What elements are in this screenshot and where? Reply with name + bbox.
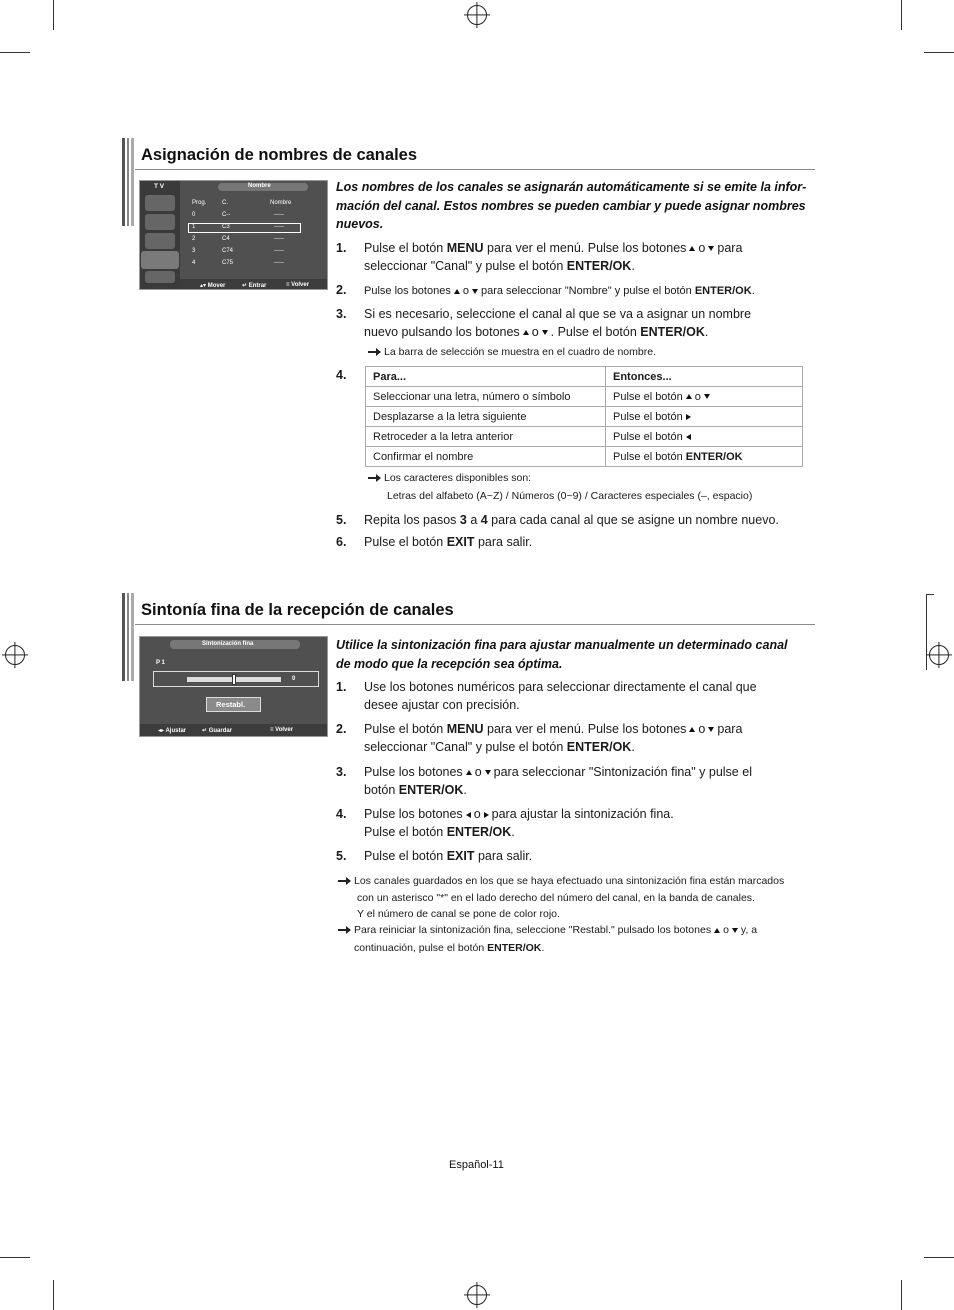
step-line: Pulse los botones o para seleccionar "Sintonización fina" y pulse el [364, 765, 752, 779]
crop-mark [0, 1257, 30, 1258]
step-number: 2. [336, 722, 347, 736]
antenna-icon [145, 195, 175, 211]
table-cell: Desplazarse a la letra siguiente [366, 407, 606, 427]
hint-adjust: ◂▸ Ajustar [158, 728, 187, 734]
section-rule [135, 169, 815, 170]
table-cell: Retroceder a la letra anterior [366, 427, 606, 447]
crop-mark [924, 1257, 954, 1258]
reset-button-label: Restabl. [216, 700, 246, 709]
down-arrow-icon [708, 727, 714, 732]
crop-mark [924, 52, 954, 53]
up-arrow-icon [689, 727, 695, 732]
table-row [366, 387, 803, 407]
step-line: Si es necesario, seleccione el canal al que se va a asignar un nombre [364, 307, 752, 321]
down-arrow-icon [732, 928, 738, 933]
col-prog: Prog. [192, 200, 207, 206]
hint-back: ≡ Volver [270, 727, 294, 733]
table-cell: Seleccionar una letra, número o símbolo [366, 387, 606, 407]
step-number: 4. [336, 807, 347, 821]
step-number: 4. [336, 368, 347, 382]
hint-move: ▴▾ Mover [200, 283, 226, 289]
section-title: Asignación de nombres de canales [141, 146, 418, 164]
note-line: Letras del alfabeto (A~Z) / Números (0~9) / Caracteres especiales (–, espacio) [387, 490, 753, 502]
row-name: ----- [274, 236, 284, 242]
section-rule [135, 624, 815, 625]
step-4 [336, 805, 806, 845]
step-line: desee ajustar con precisión. [364, 698, 520, 712]
up-arrow-icon [686, 394, 692, 399]
step-line: seleccionar "Canal" y pulse el botón ENTER/OK. [364, 740, 635, 754]
step-2 [336, 281, 806, 301]
down-arrow-icon [542, 330, 548, 335]
intro-line: mación del canal. Estos nombres se pueden cambiar y puede asignar nombres [336, 198, 806, 213]
hint-enter: ↵ Entrar [242, 283, 267, 289]
row-channel: C3 [222, 224, 230, 230]
slider-handle[interactable] [232, 674, 236, 685]
crop-mark [0, 52, 30, 53]
right-arrow-icon [484, 812, 489, 818]
registration-mark-icon [467, 5, 487, 25]
row-prog: 0 [192, 212, 196, 218]
note-line: continuación, pulse el botón ENTER/OK. [354, 942, 545, 954]
registration-mark-icon [467, 1285, 487, 1305]
hint-back: ≡ Volver [286, 282, 310, 288]
left-arrow-icon [466, 812, 471, 818]
menu-title: Sintonización fina [202, 641, 254, 647]
step-1 [336, 239, 806, 279]
page-number: Español-11 [449, 1159, 504, 1171]
table-row [366, 407, 803, 427]
step-5 [336, 847, 806, 867]
note: Los caracteres disponibles son: [368, 470, 531, 487]
row-channel: C-- [222, 212, 231, 218]
note-pointer-icon [368, 349, 380, 355]
intro-line: nuevos. [336, 217, 384, 231]
down-arrow-icon [708, 246, 714, 251]
row-name: ----- [274, 212, 284, 218]
tv-screen-name-menu [139, 180, 328, 290]
step-number: 1. [336, 241, 347, 255]
step-line: nuevo pulsando los botones o . Pulse el botón ENTER/OK. [364, 325, 709, 339]
step-line: Pulse los botones o para ajustar la sintonización fina. [364, 807, 674, 821]
step-6 [336, 533, 806, 553]
intro-line: Utilice la sintonización fina para ajustar manualmente un determinado canal [336, 638, 788, 652]
selection-bar [188, 223, 301, 233]
down-arrow-icon [472, 289, 478, 294]
step-number: 6. [336, 535, 347, 549]
table-row [366, 427, 803, 447]
step-number: 5. [336, 513, 347, 527]
note: Los canales guardados en los que se haya efectuado una sintonización fina están marcados [338, 873, 784, 890]
col-channel: C. [222, 200, 228, 206]
step-2 [336, 720, 806, 760]
step-number: 5. [336, 849, 347, 863]
up-arrow-icon [466, 770, 472, 775]
step-line: Pulse el botón ENTER/OK. [364, 825, 515, 839]
down-arrow-icon [485, 770, 491, 775]
note-pointer-icon [368, 475, 380, 481]
step-number: 2. [336, 283, 347, 297]
table-cell: Pulse el botón o [606, 387, 803, 407]
sound-icon [145, 233, 175, 249]
table-header: Entonces... [606, 367, 803, 387]
tv-label: T V [154, 183, 165, 190]
step-number: 3. [336, 765, 347, 779]
right-arrow-icon [686, 414, 691, 420]
step-5 [336, 511, 806, 531]
crop-mark [53, 0, 54, 30]
note-pointer-icon [338, 878, 350, 884]
reference-table [365, 366, 803, 467]
down-arrow-icon [704, 394, 710, 399]
note-line: con un asterisco "*" en el lado derecho del número del canal, en la banda de canales. [357, 892, 755, 904]
table-header: Para... [366, 367, 606, 387]
crop-mark [53, 1280, 54, 1310]
step-line: Pulse el botón MENU para ver el menú. Pulse los botones o para [364, 241, 743, 255]
section-intro [336, 636, 816, 673]
up-arrow-icon [454, 289, 460, 294]
row-channel: C74 [222, 248, 234, 254]
note-line: Y el número de canal se pone de color rojo. [357, 908, 560, 920]
table-row [366, 447, 803, 467]
hint-save: ↵ Guardar [202, 728, 233, 734]
up-arrow-icon [523, 330, 529, 335]
note: Para reiniciar la sintonización fina, seleccione "Restabl." pulsado los botones o y, a [338, 922, 757, 939]
note: La barra de selección se muestra en el cuadro de nombre. [368, 344, 656, 361]
registration-mark-icon [5, 645, 25, 665]
intro-line: de modo que la recepción sea óptima. [336, 656, 563, 671]
row-prog: 4 [192, 260, 196, 266]
col-name: Nombre [270, 200, 292, 206]
step-line: Pulse el botón MENU para ver el menú. Pulse los botones o para [364, 722, 743, 736]
step-number: 1. [336, 680, 347, 694]
row-prog: 2 [192, 236, 196, 242]
note-pointer-icon [338, 927, 350, 933]
step-line: botón ENTER/OK. [364, 783, 467, 797]
section-intro [336, 178, 816, 234]
setup-icon [145, 271, 175, 283]
step-line: Pulse los botones o para seleccionar "Nombre" y pulse el botón ENTER/OK. [364, 285, 755, 297]
step-line: Pulse el botón EXIT para salir. [364, 849, 533, 863]
program-number: P 1 [156, 660, 165, 666]
row-name: ----- [274, 224, 284, 230]
up-arrow-icon [689, 246, 695, 251]
crop-mark [901, 0, 902, 30]
tv-screen-fine-tuning [139, 636, 328, 737]
row-prog: 1 [192, 224, 196, 230]
crop-mark [926, 594, 934, 595]
row-name: ----- [274, 248, 284, 254]
section-bar [122, 138, 134, 226]
crop-mark [901, 1280, 902, 1310]
step-line: seleccionar "Canal" y pulse el botón ENTER/OK. [364, 259, 635, 273]
row-channel: C75 [222, 260, 234, 266]
section-title: Sintonía fina de la recepción de canales [141, 601, 454, 619]
table-cell: Pulse el botón [606, 407, 803, 427]
step-line: Pulse el botón EXIT para salir. [364, 535, 533, 549]
picture-icon [145, 214, 175, 230]
step-line: Repita los pasos 3 a 4 para cada canal al que se asigne un nombre nuevo. [364, 513, 779, 527]
step-3 [336, 763, 806, 803]
step-line: Use los botones numéricos para seleccionar directamente el canal que [364, 680, 757, 694]
left-arrow-icon [686, 434, 691, 440]
row-name: ----- [274, 260, 284, 266]
menu-title: Nombre [248, 183, 271, 189]
table-row [366, 367, 803, 387]
channel-icon [141, 251, 179, 269]
fine-tune-value: 0 [292, 676, 296, 682]
step-number: 3. [336, 307, 347, 321]
intro-line: Los nombres de los canales se asignarán automáticamente si se emite la infor- [336, 180, 807, 194]
table-cell: Pulse el botón ENTER/OK [606, 447, 803, 467]
registration-mark-icon [929, 645, 949, 665]
up-arrow-icon [714, 928, 720, 933]
row-channel: C4 [222, 236, 230, 242]
section-bar [122, 593, 134, 681]
row-prog: 3 [192, 248, 196, 254]
table-cell: Pulse el botón [606, 427, 803, 447]
step-1 [336, 678, 806, 718]
table-cell: Confirmar el nombre [366, 447, 606, 467]
crop-mark [926, 594, 927, 670]
